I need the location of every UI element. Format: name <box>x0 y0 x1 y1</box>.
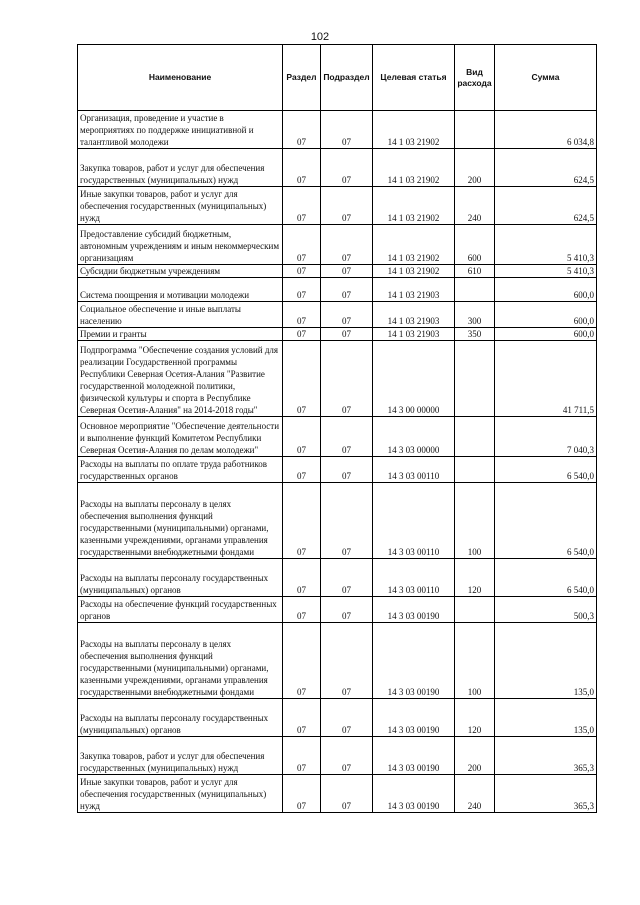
row-vid: 100 <box>455 483 495 559</box>
table-row <box>78 302 597 328</box>
row-podrazdel: 07 <box>321 417 373 457</box>
row-name: Расходы на выплаты персоналу государственных (муниципальных) органов <box>78 699 283 737</box>
row-target: 14 1 03 21903 <box>373 328 455 341</box>
row-sum: 7 040,3 <box>495 417 597 457</box>
row-sum: 6 540,0 <box>495 559 597 597</box>
row-target: 14 3 03 00190 <box>373 775 455 813</box>
row-vid: 240 <box>455 775 495 813</box>
header-name: Наименование <box>78 45 283 111</box>
row-target: 14 3 03 00110 <box>373 457 455 483</box>
table-row <box>78 559 597 597</box>
row-podrazdel: 07 <box>321 483 373 559</box>
row-name: Закупка товаров, работ и услуг для обеспечения государственных (муниципальных) нужд <box>78 149 283 187</box>
row-razdel: 07 <box>283 187 321 225</box>
row-name: Предоставление субсидий бюджетным, автономным учреждениям и иным некоммерческим организациям <box>78 225 283 265</box>
row-razdel: 07 <box>283 737 321 775</box>
row-vid: 120 <box>455 559 495 597</box>
row-name: Основное мероприятие "Обеспечение деятельности и выполнение функций Комитетом Республики Северная Осетия-Алания по делам молодежи" <box>78 417 283 457</box>
row-podrazdel: 07 <box>321 737 373 775</box>
row-podrazdel: 07 <box>321 623 373 699</box>
row-podrazdel: 07 <box>321 457 373 483</box>
table-row <box>78 417 597 457</box>
row-vid <box>455 597 495 623</box>
row-podrazdel: 07 <box>321 775 373 813</box>
table-row <box>78 483 597 559</box>
table-row <box>78 341 597 417</box>
row-podrazdel: 07 <box>321 302 373 328</box>
row-sum: 365,3 <box>495 737 597 775</box>
row-vid: 600 <box>455 225 495 265</box>
row-vid <box>455 417 495 457</box>
row-podrazdel: 07 <box>321 265 373 278</box>
row-podrazdel: 07 <box>321 597 373 623</box>
row-razdel: 07 <box>283 559 321 597</box>
row-target: 14 3 00 00000 <box>373 341 455 417</box>
row-sum: 135,0 <box>495 699 597 737</box>
budget-table <box>77 44 597 813</box>
table-row <box>78 623 597 699</box>
row-razdel: 07 <box>283 328 321 341</box>
row-razdel: 07 <box>283 417 321 457</box>
row-sum: 624,5 <box>495 149 597 187</box>
row-target: 14 1 03 21902 <box>373 187 455 225</box>
row-razdel: 07 <box>283 775 321 813</box>
header-target: Целевая статья <box>373 45 455 111</box>
row-vid: 200 <box>455 149 495 187</box>
row-name: Система поощрения и мотивации молодежи <box>78 278 283 302</box>
row-name: Расходы на выплаты по оплате труда работников государственных органов <box>78 457 283 483</box>
row-name: Расходы на выплаты персоналу в целях обеспечения выполнения функций государственными (муниципальными) органами, казенными учреждениями, органами управления государственными внебюджетными фондами <box>78 483 283 559</box>
header-vid: Вид расхода <box>455 45 495 111</box>
row-sum: 6 540,0 <box>495 457 597 483</box>
row-vid <box>455 457 495 483</box>
row-sum: 600,0 <box>495 302 597 328</box>
row-podrazdel: 07 <box>321 699 373 737</box>
row-target: 14 1 03 21902 <box>373 149 455 187</box>
row-razdel: 07 <box>283 278 321 302</box>
row-sum: 5 410,3 <box>495 225 597 265</box>
row-target: 14 1 03 21902 <box>373 265 455 278</box>
row-sum: 365,3 <box>495 775 597 813</box>
table-row <box>78 328 597 341</box>
row-name: Расходы на выплаты персоналу в целях обеспечения выполнения функций государственными (муниципальными) органами, казенными учреждениями, органами управления государственными внебюджетными фондами <box>78 623 283 699</box>
row-podrazdel: 07 <box>321 341 373 417</box>
row-sum: 600,0 <box>495 328 597 341</box>
table-row <box>78 457 597 483</box>
row-razdel: 07 <box>283 483 321 559</box>
row-target: 14 3 03 00190 <box>373 623 455 699</box>
row-sum: 6 034,8 <box>495 111 597 149</box>
row-name: Подпрограмма "Обеспечение создания условий для реализации Государственной программы Республики Северная Осетия-Алания "Развитие государственной молодежной политики, физической культуры и спорта в Республике Северная Осетия-Алания" на 2014-2018 годы" <box>78 341 283 417</box>
row-podrazdel: 07 <box>321 225 373 265</box>
page-number: 102 <box>310 31 330 43</box>
row-target: 14 1 03 21902 <box>373 225 455 265</box>
table-row <box>78 187 597 225</box>
row-podrazdel: 07 <box>321 328 373 341</box>
row-vid: 200 <box>455 737 495 775</box>
row-razdel: 07 <box>283 149 321 187</box>
table-row <box>78 597 597 623</box>
row-target: 14 3 03 00000 <box>373 417 455 457</box>
row-razdel: 07 <box>283 699 321 737</box>
row-vid: 240 <box>455 187 495 225</box>
row-sum: 41 711,5 <box>495 341 597 417</box>
table-row <box>78 265 597 278</box>
table-row <box>78 278 597 302</box>
row-vid: 120 <box>455 699 495 737</box>
row-razdel: 07 <box>283 457 321 483</box>
table-row <box>78 775 597 813</box>
row-name: Расходы на обеспечение функций государственных органов <box>78 597 283 623</box>
row-name: Иные закупки товаров, работ и услуг для обеспечения государственных (муниципальных) нужд <box>78 187 283 225</box>
row-podrazdel: 07 <box>321 111 373 149</box>
row-vid <box>455 278 495 302</box>
row-vid <box>455 341 495 417</box>
row-name: Субсидии бюджетным учреждениям <box>78 265 283 278</box>
table-row <box>78 149 597 187</box>
row-razdel: 07 <box>283 265 321 278</box>
row-vid: 100 <box>455 623 495 699</box>
row-target: 14 1 03 21903 <box>373 278 455 302</box>
row-vid <box>455 111 495 149</box>
row-sum: 600,0 <box>495 278 597 302</box>
row-name: Организация, проведение и участие в мероприятиях по поддержке инициативной и талантливой молодежи <box>78 111 283 149</box>
row-razdel: 07 <box>283 341 321 417</box>
row-sum: 5 410,3 <box>495 265 597 278</box>
row-target: 14 3 03 00190 <box>373 597 455 623</box>
row-sum: 500,3 <box>495 597 597 623</box>
row-target: 14 3 03 00110 <box>373 483 455 559</box>
row-podrazdel: 07 <box>321 559 373 597</box>
header-podrazdel: Подраздел <box>321 45 373 111</box>
row-podrazdel: 07 <box>321 278 373 302</box>
row-razdel: 07 <box>283 302 321 328</box>
row-razdel: 07 <box>283 597 321 623</box>
row-target: 14 1 03 21902 <box>373 111 455 149</box>
row-target: 14 3 03 00190 <box>373 699 455 737</box>
row-podrazdel: 07 <box>321 149 373 187</box>
row-sum: 6 540,0 <box>495 483 597 559</box>
row-razdel: 07 <box>283 111 321 149</box>
row-podrazdel: 07 <box>321 187 373 225</box>
header-row <box>78 45 597 111</box>
header-razdel: Раздел <box>283 45 321 111</box>
row-sum: 135,0 <box>495 623 597 699</box>
row-target: 14 3 03 00190 <box>373 737 455 775</box>
row-vid: 350 <box>455 328 495 341</box>
header-sum: Сумма <box>495 45 597 111</box>
row-razdel: 07 <box>283 623 321 699</box>
row-target: 14 1 03 21903 <box>373 302 455 328</box>
row-name: Премии и гранты <box>78 328 283 341</box>
table-row <box>78 225 597 265</box>
table-row <box>78 737 597 775</box>
table-row <box>78 699 597 737</box>
row-sum: 624,5 <box>495 187 597 225</box>
row-name: Расходы на выплаты персоналу государственных (муниципальных) органов <box>78 559 283 597</box>
row-name: Иные закупки товаров, работ и услуг для обеспечения государственных (муниципальных) нужд <box>78 775 283 813</box>
row-vid: 300 <box>455 302 495 328</box>
row-razdel: 07 <box>283 225 321 265</box>
row-name: Социальное обеспечение и иные выплаты населению <box>78 302 283 328</box>
table-row <box>78 111 597 149</box>
row-name: Закупка товаров, работ и услуг для обеспечения государственных (муниципальных) нужд <box>78 737 283 775</box>
row-vid: 610 <box>455 265 495 278</box>
row-target: 14 3 03 00110 <box>373 559 455 597</box>
